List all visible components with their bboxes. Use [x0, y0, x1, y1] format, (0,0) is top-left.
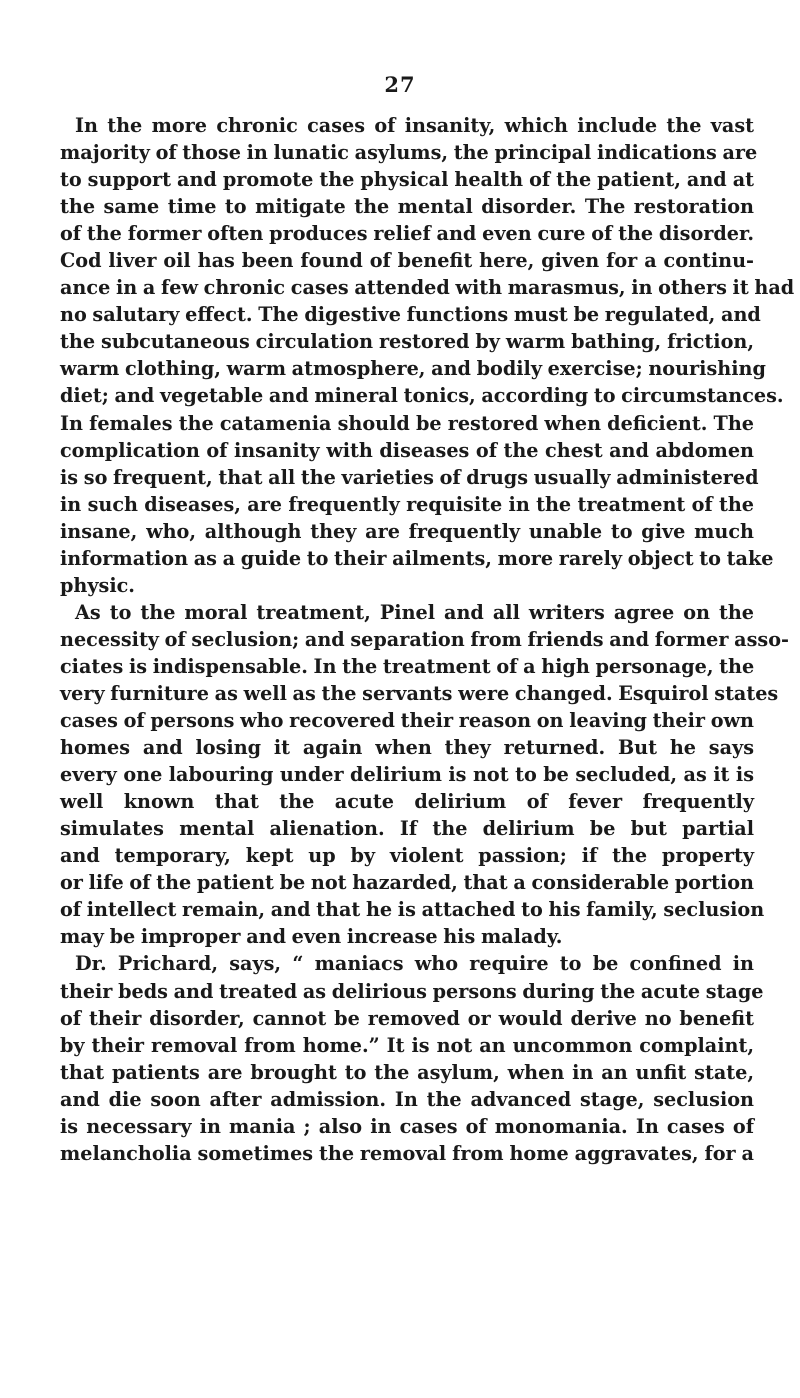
- text-line: In the more chronic cases of insanity, which include the vast: [75, 114, 754, 137]
- text-line: warm clothing, warm atmosphere, and bodily exercise; nourishing: [60, 357, 766, 381]
- text-line: necessity of seclusion; and separation from friends and former asso-: [60, 627, 789, 651]
- text-line: to support and promote the physical health of the patient, and at: [60, 168, 754, 192]
- text-line: of intellect remain, and that he is attached to his family, seclusion: [60, 898, 765, 922]
- text-line: their beds and treated as delirious persons during the acute stage: [60, 979, 764, 1003]
- page-number: 27: [384, 72, 416, 97]
- text-line: of the former often produces relief and even cure of the disorder.: [60, 222, 754, 246]
- text-line: ance in a few chronic cases attended with marasmus, in others it had: [60, 276, 795, 300]
- text-line: by their removal from home.” It is not an uncommon complaint,: [60, 1033, 754, 1057]
- text-line: of their disorder, cannot be removed or would derive no benefit: [60, 1006, 754, 1030]
- text-line: no salutary effect. The digestive functions must be regulated, and: [60, 303, 761, 327]
- paragraph: [60, 599, 789, 951]
- text-line: complication of insanity with diseases of the chest and abdomen: [60, 438, 754, 462]
- text-line: may be improper and even increase his malady.: [60, 925, 563, 949]
- text-line: homes and losing it again when they returned. But he says: [60, 736, 754, 760]
- text-line: melancholia sometimes the removal from home aggravates, for a: [60, 1141, 754, 1165]
- text-line: or life of the patient be not hazarded, that a considerable portion: [60, 871, 754, 895]
- text-line: As to the moral treatment, Pinel and all writers agree on the: [75, 600, 754, 624]
- paragraph: [60, 112, 795, 599]
- text-line: the same time to mitigate the mental disorder. The restoration: [60, 195, 754, 219]
- text-line: and temporary, kept up by violent passion; if the property: [60, 844, 754, 868]
- text-line: every one labouring under delirium is not to be secluded, as it is: [60, 763, 754, 787]
- text-line: ciates is indispensable. In the treatment of a high personage, the: [60, 654, 755, 678]
- text-line: and die soon after admission. In the advanced stage, seclusion: [60, 1087, 754, 1111]
- text-line: that patients are brought to the asylum, when in an unfit state,: [60, 1060, 754, 1084]
- text-line: simulates mental alienation. If the delirium be but partial: [60, 817, 754, 841]
- text-line: Dr. Prichard, says, “ maniacs who require to be confined in: [75, 952, 754, 976]
- text-line: In females the catamenia should be restored when deficient. The: [60, 411, 754, 435]
- text-line: is necessary in mania ; also in cases of monomania. In cases of: [60, 1114, 754, 1138]
- text-line: well known that the acute delirium of fever frequently: [60, 790, 754, 814]
- text-line: is so frequent, that all the varieties of drugs usually administered: [60, 465, 759, 489]
- body-text: [60, 112, 795, 1167]
- text-line: information as a guide to their ailments, more rarely object to take: [60, 546, 774, 570]
- text-line: in such diseases, are frequently requisite in the treatment of the: [60, 492, 754, 516]
- text-line: Cod liver oil has been found of benefit here, given for a continu-: [60, 249, 754, 273]
- text-line: cases of persons who recovered their reason on leaving their own: [60, 709, 754, 733]
- text-line: diet; and vegetable and mineral tonics, according to circumstances.: [60, 384, 784, 408]
- paragraph: [60, 950, 764, 1166]
- text-line: majority of those in lunatic asylums, the principal indications are: [60, 141, 758, 165]
- text-line: physic.: [60, 573, 135, 597]
- text-line: the subcutaneous circulation restored by warm bathing, friction,: [60, 330, 754, 354]
- text-line: insane, who, although they are frequently unable to give much: [60, 519, 754, 543]
- text-line: very furniture as well as the servants were changed. Esquirol states: [60, 681, 779, 705]
